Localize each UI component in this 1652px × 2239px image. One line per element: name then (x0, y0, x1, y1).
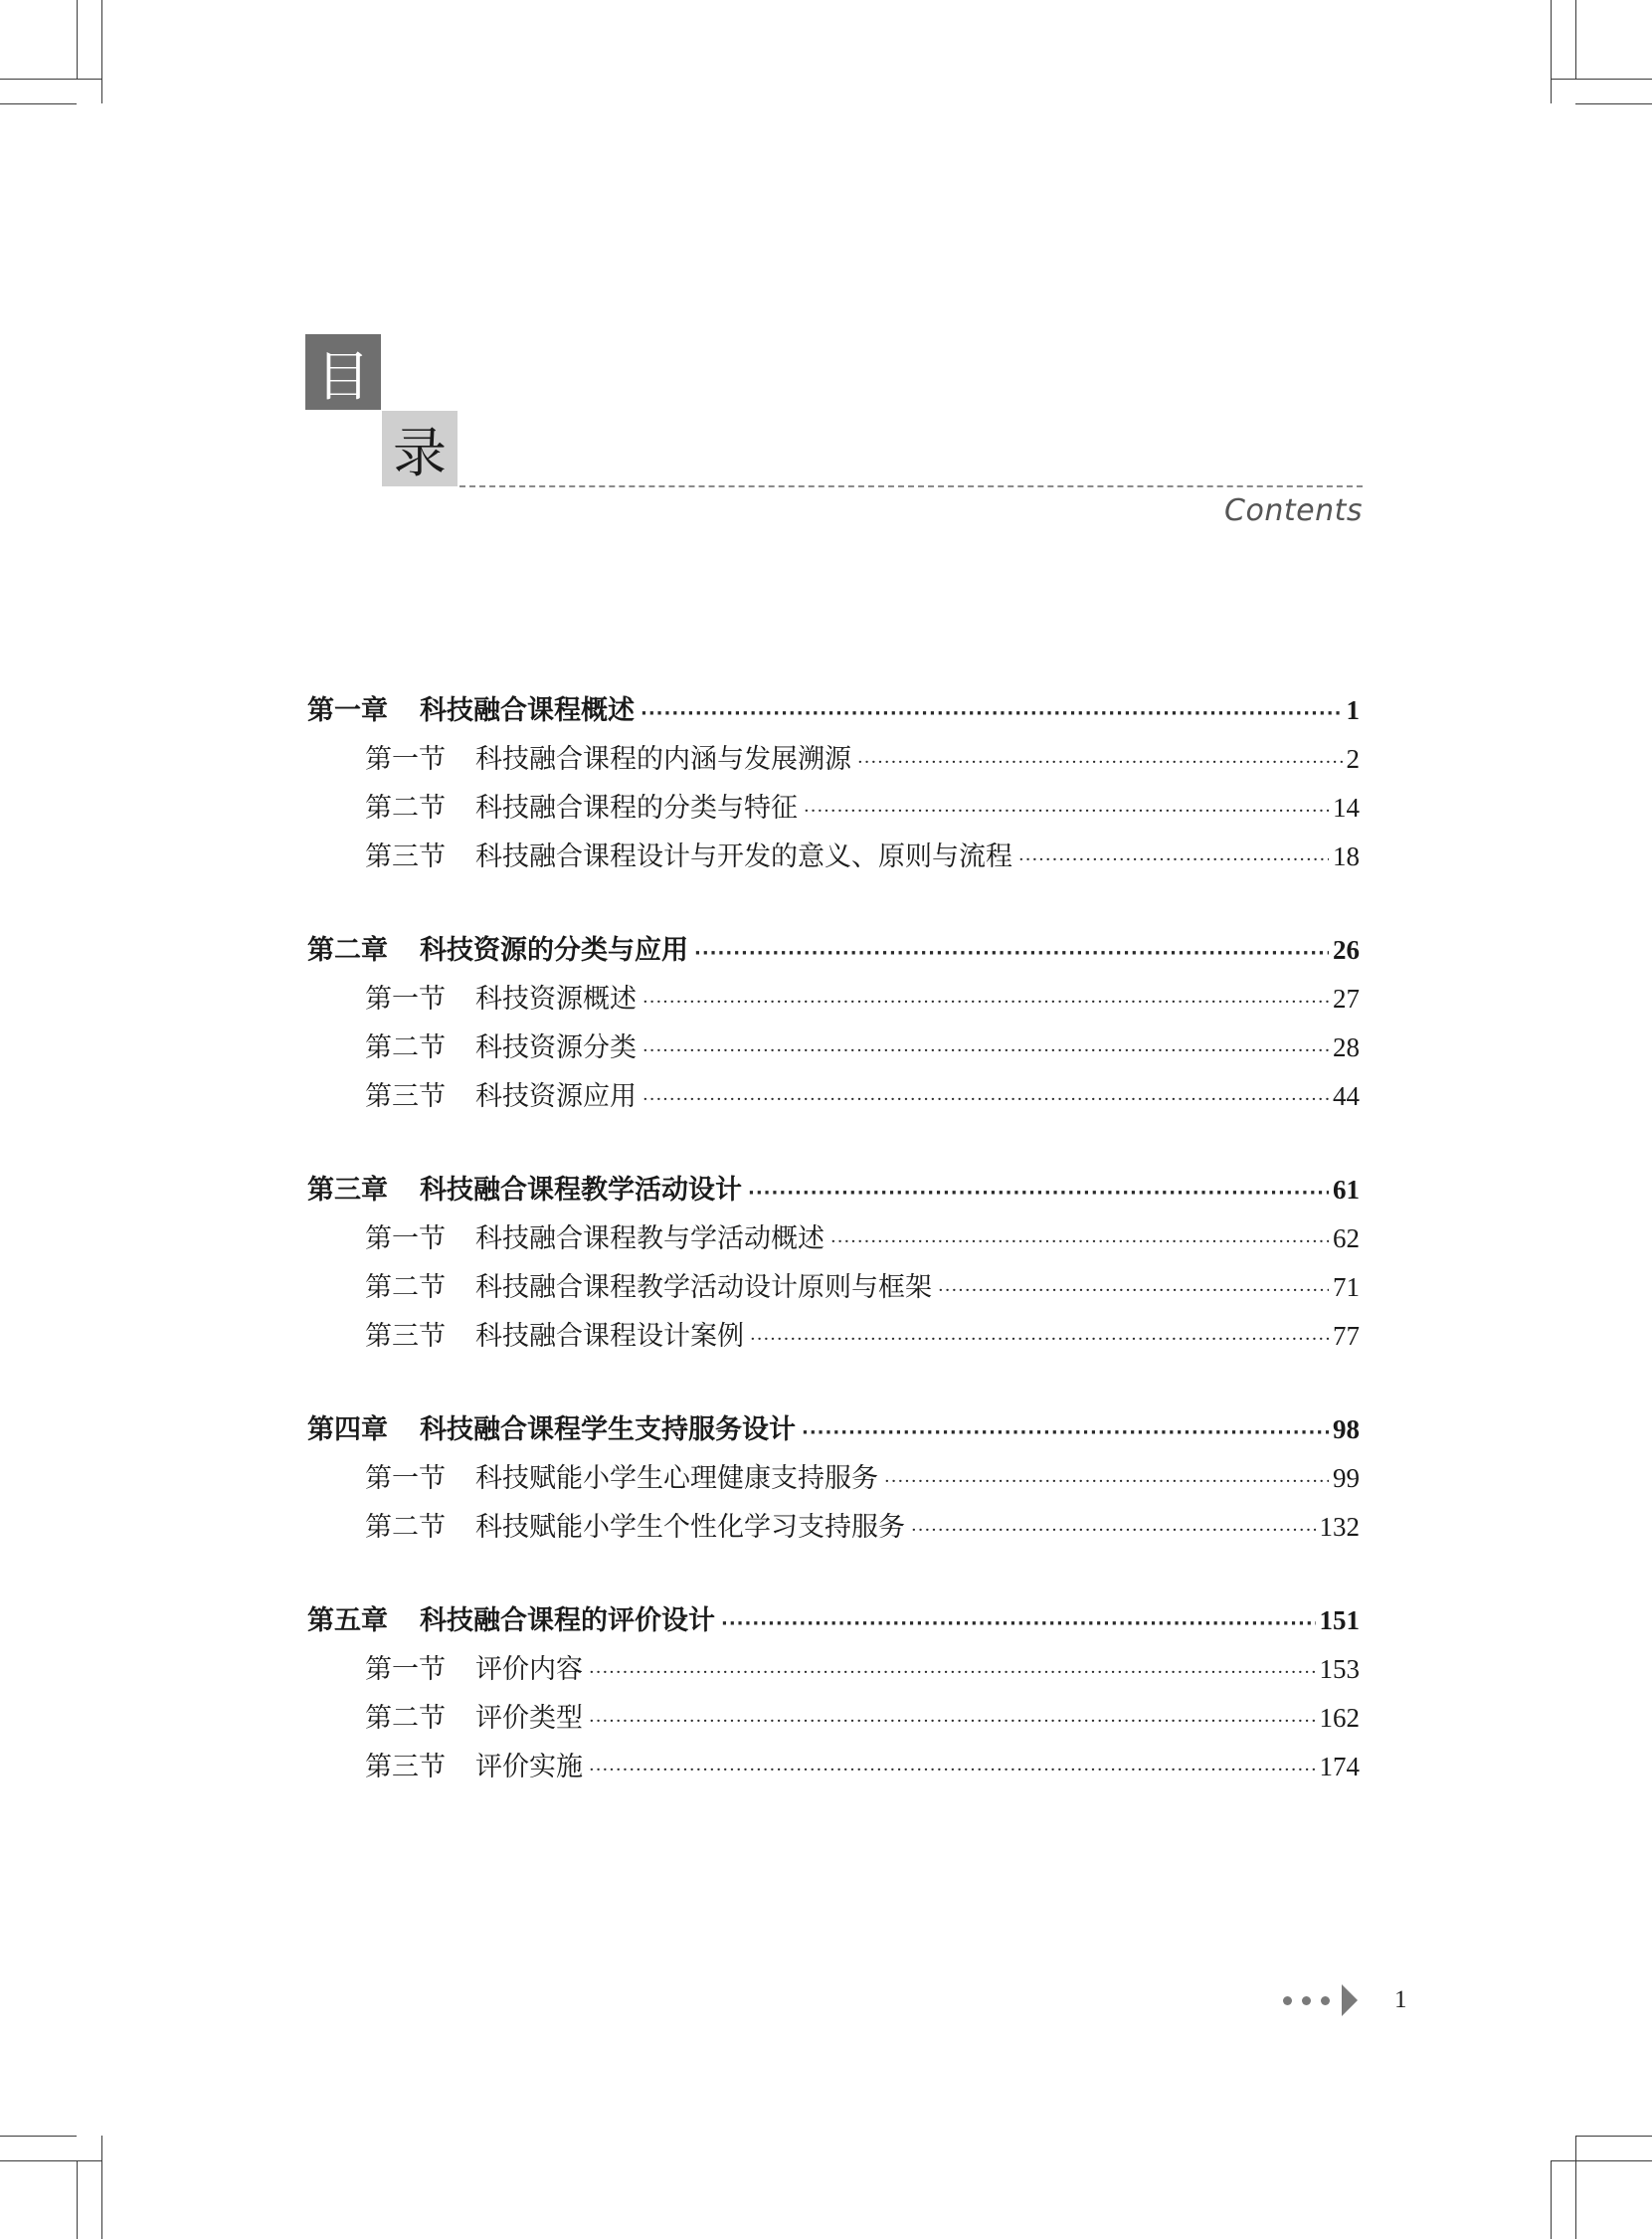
crop-mark (1551, 79, 1652, 80)
crop-mark (77, 2160, 78, 2239)
crop-mark (1575, 2136, 1576, 2239)
crop-mark (1551, 2160, 1552, 2239)
crop-mark (77, 0, 78, 79)
chapter-page-number: 98 (1333, 1414, 1360, 1444)
toc-section-row[interactable] (307, 975, 1360, 1024)
footer-dot-icon (1302, 1996, 1311, 2005)
crop-mark (1575, 103, 1652, 104)
leader-dots (857, 738, 1343, 787)
page-number: 1 (1394, 1986, 1407, 2013)
chapter-page-number: 151 (1319, 1605, 1360, 1635)
leader-dots (748, 1169, 1329, 1217)
leader-dots (911, 1506, 1316, 1555)
section-title: 评价类型 (475, 1703, 583, 1734)
chapter-label: 第五章 (307, 1605, 388, 1636)
toc-chapter (307, 1405, 1360, 1552)
toc-chapter-row[interactable] (307, 1166, 1360, 1214)
title-char-mu: 目 (305, 334, 381, 410)
toc-section-row[interactable] (307, 1694, 1360, 1743)
toc-section-row[interactable] (307, 1743, 1360, 1791)
toc-section-row[interactable] (307, 1454, 1360, 1503)
toc-chapter (307, 686, 1360, 881)
toc-section-row[interactable] (307, 1263, 1360, 1312)
section-label: 第二节 (365, 793, 446, 824)
section-page-number: 14 (1333, 793, 1360, 823)
section-page-number: 18 (1333, 841, 1360, 871)
section-title: 科技融合课程的分类与特征 (475, 793, 798, 824)
section-label: 第二节 (365, 1512, 446, 1543)
leader-dots (721, 1599, 1316, 1648)
crop-mark (0, 2160, 101, 2161)
section-title: 科技融合课程的内涵与发展溯源 (475, 744, 851, 775)
title-dashed-rule (459, 485, 1363, 487)
section-label: 第一节 (365, 1223, 446, 1254)
crop-mark (1551, 2160, 1652, 2161)
section-title: 评价内容 (475, 1654, 583, 1685)
title-char-lu: 录 (382, 411, 458, 486)
footer-dot-icon (1321, 1996, 1330, 2005)
leader-dots (642, 978, 1329, 1026)
toc-section-row[interactable] (307, 784, 1360, 833)
crop-mark (1575, 2136, 1652, 2137)
toc-chapter-row[interactable] (307, 926, 1360, 975)
section-page-number: 27 (1333, 984, 1360, 1014)
section-title: 科技资源分类 (475, 1032, 637, 1063)
leader-dots (589, 1697, 1316, 1746)
crop-mark (1575, 0, 1576, 79)
section-page-number: 71 (1333, 1272, 1360, 1302)
chapter-label: 第四章 (307, 1414, 388, 1445)
leader-dots (802, 1408, 1329, 1457)
section-label: 第三节 (365, 1321, 446, 1352)
leader-dots (642, 1075, 1329, 1124)
toc-chapter (307, 1596, 1360, 1791)
leader-dots (589, 1648, 1316, 1697)
section-page-number: 2 (1346, 744, 1360, 774)
section-title: 科技资源概述 (475, 984, 637, 1015)
section-page-number: 44 (1333, 1081, 1360, 1111)
page-footer-marker (1283, 1984, 1358, 2016)
crop-mark (0, 79, 101, 80)
chapter-title: 科技融合课程概述 (420, 695, 635, 726)
section-label: 第一节 (365, 984, 446, 1015)
toc-section-row[interactable] (307, 833, 1360, 881)
leader-dots (830, 1217, 1329, 1266)
leader-dots (694, 929, 1329, 978)
leader-dots (642, 1026, 1329, 1075)
section-title: 科技赋能小学生心理健康支持服务 (475, 1463, 878, 1494)
section-page-number: 153 (1319, 1654, 1360, 1684)
footer-dot-icon (1283, 1996, 1292, 2005)
chapter-page-number: 1 (1346, 695, 1360, 725)
toc-section-row[interactable] (307, 1503, 1360, 1552)
section-label: 第二节 (365, 1032, 446, 1063)
section-page-number: 99 (1333, 1463, 1360, 1493)
section-page-number: 162 (1319, 1703, 1360, 1733)
contents-subtitle: Contents (1224, 493, 1363, 528)
section-title: 科技融合课程教学活动设计原则与框架 (475, 1272, 932, 1303)
toc-section-row[interactable] (307, 1214, 1360, 1263)
leader-dots (641, 689, 1343, 738)
toc-chapter-row[interactable] (307, 1405, 1360, 1454)
toc-section-row[interactable] (307, 1072, 1360, 1121)
toc-section-row[interactable] (307, 1024, 1360, 1072)
section-label: 第一节 (365, 1654, 446, 1685)
leader-dots (589, 1746, 1316, 1794)
section-title: 科技融合课程设计与开发的意义、原则与流程 (475, 841, 1012, 872)
toc-section-row[interactable] (307, 1645, 1360, 1694)
section-page-number: 28 (1333, 1032, 1360, 1062)
section-title: 科技融合课程教与学活动概述 (475, 1223, 825, 1254)
chapter-title: 科技融合课程教学活动设计 (420, 1175, 742, 1206)
footer-arrow-icon (1342, 1984, 1358, 2016)
crop-mark (0, 2136, 77, 2137)
section-label: 第一节 (365, 1463, 446, 1494)
crop-mark (0, 103, 77, 104)
crop-mark (101, 0, 102, 103)
chapter-title: 科技融合课程学生支持服务设计 (420, 1414, 796, 1445)
section-title: 科技赋能小学生个性化学习支持服务 (475, 1512, 905, 1543)
toc-section-row[interactable] (307, 735, 1360, 784)
section-label: 第三节 (365, 1081, 446, 1112)
toc-section-row[interactable] (307, 1312, 1360, 1361)
leader-dots (750, 1315, 1329, 1364)
section-page-number: 77 (1333, 1321, 1360, 1351)
toc-chapter (307, 1166, 1360, 1361)
leader-dots (938, 1266, 1329, 1315)
section-label: 第三节 (365, 841, 446, 872)
section-page-number: 174 (1319, 1752, 1360, 1781)
section-page-number: 62 (1333, 1223, 1360, 1253)
leader-dots (804, 787, 1329, 836)
toc-chapter-row[interactable] (307, 686, 1360, 735)
leader-dots (1018, 836, 1329, 884)
chapter-label: 第一章 (307, 695, 388, 726)
chapter-page-number: 61 (1333, 1175, 1360, 1205)
chapter-label: 第二章 (307, 935, 388, 966)
toc-chapter-row[interactable] (307, 1596, 1360, 1645)
chapter-page-number: 26 (1333, 935, 1360, 965)
section-title: 评价实施 (475, 1752, 583, 1782)
section-label: 第三节 (365, 1752, 446, 1782)
chapter-title: 科技融合课程的评价设计 (420, 1605, 715, 1636)
chapter-label: 第三章 (307, 1175, 388, 1206)
crop-mark (1551, 0, 1552, 103)
section-label: 第一节 (365, 744, 446, 775)
toc-chapter (307, 926, 1360, 1121)
crop-mark (101, 2136, 102, 2239)
section-page-number: 132 (1319, 1512, 1360, 1542)
section-title: 科技资源应用 (475, 1081, 637, 1112)
section-label: 第二节 (365, 1703, 446, 1734)
section-label: 第二节 (365, 1272, 446, 1303)
table-of-contents (307, 686, 1360, 1836)
section-title: 科技融合课程设计案例 (475, 1321, 744, 1352)
chapter-title: 科技资源的分类与应用 (420, 935, 688, 966)
leader-dots (884, 1457, 1329, 1506)
